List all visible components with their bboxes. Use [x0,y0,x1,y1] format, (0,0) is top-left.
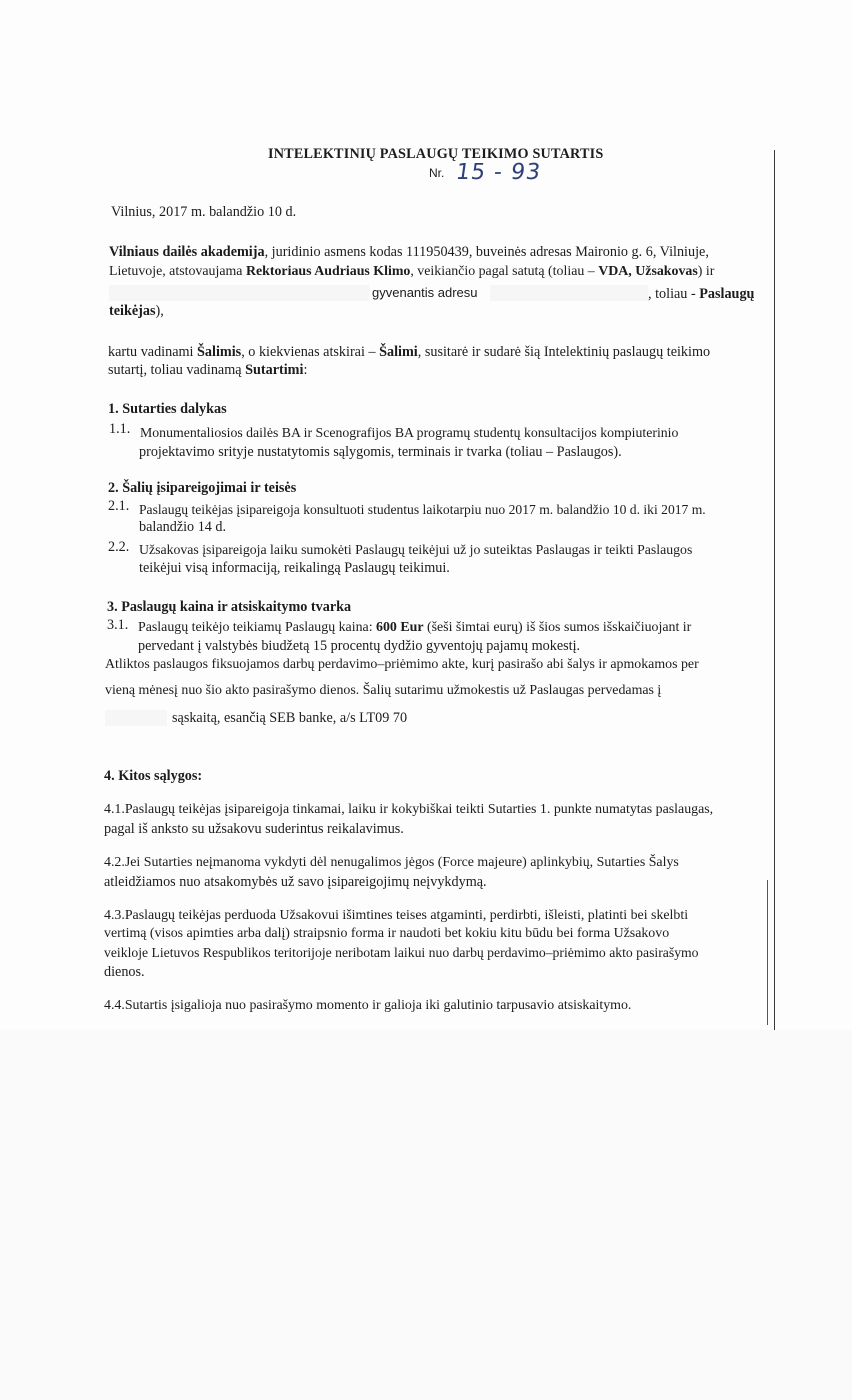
clause-3-1-line-2: pervedant į valstybės biudžetą 15 procentų dydžio gyventojų pajamų mokestį. [138,638,581,654]
parties-line-3-end-a: , toliau - [648,286,700,302]
contract-number-handwritten: 15 - 93 [454,160,543,185]
parties-line-2 [109,263,714,281]
vda-short-name: VDA, Užsakovas [598,264,698,279]
section-3-title: 3. Paslaugų kaina ir atsiskaitymo tvarka [107,599,352,615]
together-a: kartu vadinami [108,344,198,360]
parties-line-2-a: Lietuvoje, atstovaujama [109,264,246,279]
parties-line-4-b: ), [155,303,164,319]
clause-2-2-line-2: teikėjui visą informaciją, reikalingą Paslaugų teikimui. [139,560,450,576]
clause-1-1-number: 1.1. [109,421,131,437]
document-title: INTELEKTINIŲ PASLAUGŲ TEIKIMO SUTARTIS [268,146,604,162]
service-price: 600 Eur [376,620,424,635]
section-4-title: 4. Kitos sąlygos: [104,768,203,784]
clause-3-1-a2: (šeši šimtai eurų) iš šios sumos išskaičiuojant ir [423,620,692,635]
together-b: , o kiekvienas atskirai – [241,344,380,360]
clause-2-1-number: 2.1. [108,498,130,514]
clause-4-3-line-4: dienos. [104,964,145,980]
section-3-para-line-1: Atliktos paslaugos fiksuojamos darbų perdavimo–priėmimo akte, kurį pasirašo abi šalys ir apmokamos per [105,657,699,672]
rector-name: Rektoriaus Audriaus Klimo [245,264,411,279]
clause-1-1-line-2: projektavimo srityje nustatytomis sąlygomis, terminais ir tvarka (toliau – Paslaugos). [139,444,622,460]
clause-2-1-line-1: Paslaugų teikėjas įsipareigoja konsultuoti studentus laikotarpiu nuo 2017 m. balandžio 10 d. iki 2017 m. [139,502,706,517]
clause-4-3-line-1: 4.3.Paslaugų teikėjas perduoda Užsakovui išimtines teises atgaminti, perdirbti, išleisti, platinti bei skelbti [104,908,689,923]
parties-line-3-end [648,285,754,303]
place-date: Vilnius, 2017 m. balandžio 10 d. [111,204,297,220]
clause-4-3-line-2: vertimą (visos apimties arba dalį) straipsnio forma ir naudoti bet kokiu kitu būdu bei forma Užsakovo [104,926,670,941]
clause-4-1-line-1: 4.1.Paslaugų teikėjas įsipareigoja tinkamai, laiku ir kokybiškai teikti Sutarties 1. punkte numatytas paslaugas, [104,802,714,817]
parties-line-2-c: ) ir [697,264,715,279]
parties-line-4 [109,302,164,320]
page-lower-area [0,1030,852,1400]
together-d: sutartį, toliau vadinamą [108,362,246,378]
clause-4-2-line-1: 4.2.Jei Sutarties neįmanoma vykdyti dėl nenugalimos jėgos (Force majeure) aplinkybių, Sutarties Šalys [104,855,679,870]
redacted-address [490,285,648,301]
clause-4-2-line-2: atleidžiamos nuo atsakomybės už savo įsipareigojimų neįvykdymą. [104,874,487,890]
together-c: , susitarė ir sudarė šią Intelektinių paslaugų teikimo [417,344,711,360]
section-3-para-line-2: vieną mėnesį nuo šio akto pasirašymo dienos. Šalių sutarimu užmokestis už Paslaugas pervedamas į [105,683,662,698]
clause-3-1-a1: Paslaugų teikėjo teikiamų Paslaugų kaina: [138,620,377,635]
clause-3-1-line-1 [138,619,691,637]
residence-label: gyvenantis adresu [372,285,478,300]
together-e: : [303,362,308,378]
org-name: Vilniaus dailės akademija [109,244,265,260]
clause-2-2-line-1: Užsakovas įsipareigoja laiku sumokėti Paslaugų teikėjui už jo suteiktas Paslaugas ir teikti Paslaugos [139,542,693,557]
clause-3-1-number: 3.1. [107,617,129,633]
clause-4-3-line-3: veikloje Lietuvos Respublikos teritorijoje neribotam laikui nuo darbų perdavimo–priėmimo akto pasirašymo [104,945,699,960]
redacted-provider-name [109,285,369,301]
clause-4-1-line-2: pagal iš anksto su užsakovu suderintus reikalavimus. [104,821,404,837]
scan-edge-line-lower [767,880,768,1025]
parties-line-2-b: , veikiančio pagal satutą (toliau – [410,264,599,279]
together-line-1 [108,343,710,361]
together-line-2 [108,361,307,379]
clause-2-1-line-2: balandžio 14 d. [139,519,227,535]
scan-edge-line [774,150,775,1030]
redacted-account-holder [105,710,167,726]
clause-4-4: 4.4.Sutartis įsigalioja nuo pasirašymo momento ir galioja iki galutinio tarpusavio atsiskaitymo. [104,998,632,1013]
salimis-term: Šalimis [197,344,242,360]
parties-line-1 [109,243,709,261]
section-3-para-line-3: sąskaitą, esančią SEB banke, a/s LT09 70 [172,710,408,726]
clause-2-2-number: 2.2. [108,539,130,555]
contract-number-label: Nr. [429,166,445,180]
section-2-title: 2. Šalių įsipareigojimai ir teisės [108,480,297,496]
parties-line-1-text: , juridinio asmens kodas 111950439, buveinės adresas Maironio g. 6, Vilniuje, [264,244,709,260]
clause-1-1-line-1: Monumentaliosios dailės BA ir Scenografijos BA programų studentų konsultacijos kompiuterinio [140,425,679,440]
provider-label-part2: teikėjas [109,303,156,319]
sutartimi-term: Sutartimi [245,362,304,378]
provider-label-part1: Paslaugų [699,286,755,302]
section-1-title: 1. Sutarties dalykas [108,401,227,417]
salimi-term: Šalimi [379,344,418,360]
